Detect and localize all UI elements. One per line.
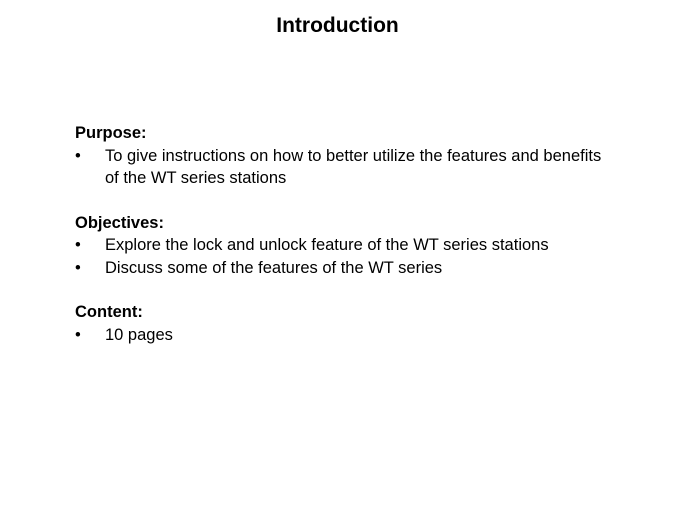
bullet-icon: • — [75, 325, 81, 344]
slide-body — [75, 122, 615, 368]
purpose-list — [75, 145, 615, 190]
section-purpose — [75, 122, 615, 190]
slide-title: Introduction — [276, 14, 399, 37]
list-item — [75, 145, 615, 190]
section-content — [75, 301, 615, 346]
list-item — [75, 324, 615, 347]
section-objectives — [75, 212, 615, 280]
list-item-text: 10 pages — [105, 325, 173, 344]
list-item-text: Explore the lock and unlock feature of the WT series stations — [105, 236, 549, 254]
section-heading-content: Content: — [75, 303, 143, 321]
content-list — [75, 324, 615, 347]
list-item — [75, 234, 615, 257]
bullet-icon: • — [75, 146, 81, 165]
list-item — [75, 257, 615, 280]
list-item-text: Discuss some of the features of the WT series — [105, 258, 443, 277]
objectives-list — [75, 234, 615, 279]
section-heading-objectives: Objectives: — [75, 213, 164, 232]
bullet-icon: • — [75, 258, 81, 277]
section-heading-purpose: Purpose: — [75, 124, 147, 142]
list-item-text: To give instructions on how to better utilize the features and benefits of the WT series stations — [105, 146, 602, 187]
bullet-icon: • — [75, 236, 81, 254]
